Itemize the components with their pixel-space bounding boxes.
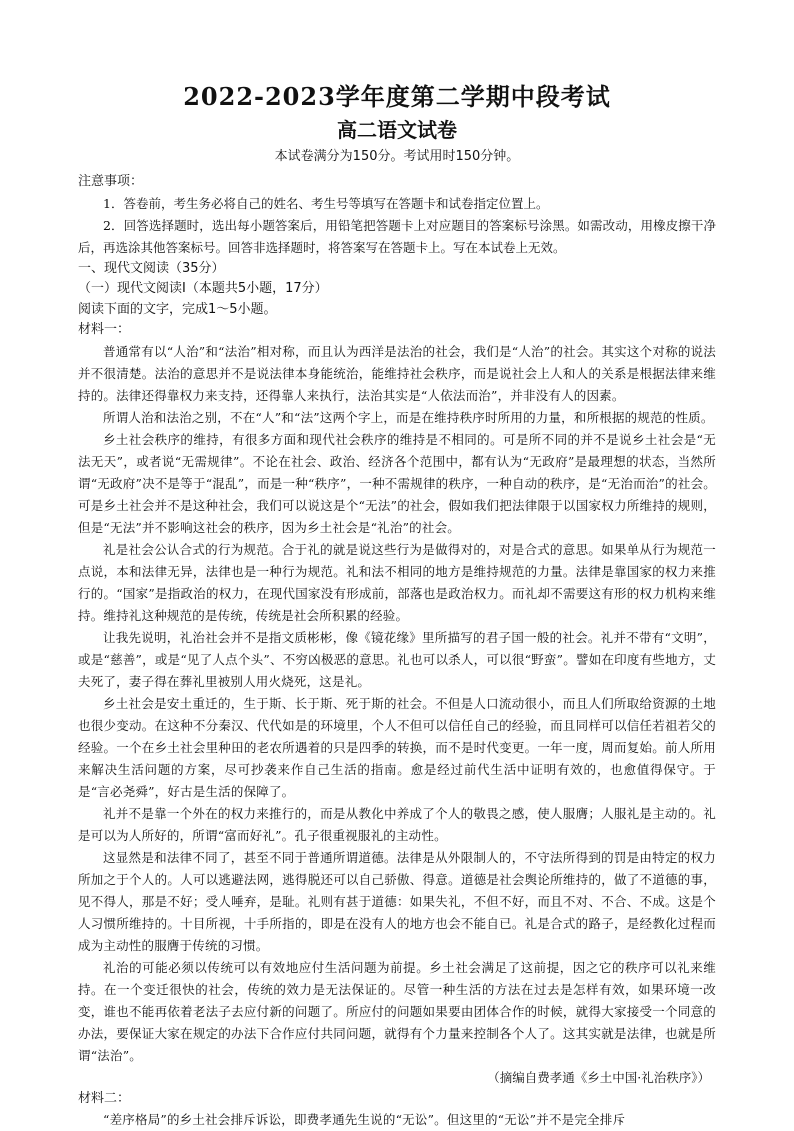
- material1-paragraph: 礼并不是靠一个外在的权力来推行的，而是从教化中养成了个人的敬畏之感，使人服膺；人服礼是主动的。礼是可以为人所好的，所谓“富而好礼”。孔子很重视服礼的主动性。: [78, 805, 716, 843]
- material1-paragraph: 普通常有以“人治”和“法治”相对称，而且认为西洋是法治的社会，我们是“人治”的社会。其实这个对称的说法并不很清楚。法治的意思并不是说法律本身能统治，能维持社会秩序，而是说社会上人和人的关系是根据法律来维持的。法律还得靠权力来支持，还得靠人来执行，法治其实是“人依法而治”，并非没有人的因素。: [78, 343, 716, 403]
- section-heading: 一、现代文阅读（35分）: [78, 260, 225, 276]
- material2-label: 材料二：: [78, 1090, 131, 1106]
- material1-paragraph: 乡土社会秩序的维持，有很多方面和现代社会秩序的维持是不相同的。可是所不同的并不是说乡土社会是“无法无天”，或者说“无需规律”。不论在社会、政治、经济各个范围中，都有认为“无政府”是最理想的状态，当然所谓“无政府”决不是等于“混乱”，而是一种“秩序”，一种不需规律的秩序，一种自动的秩序，是“无治而治”的社会。可是乡土社会并不是这种社会，我们可以说这是个“无法”的社会，假如我们把法律限于以国家权力所维持的规则，但是“无法”并不影响这社会的秩序，因为乡土社会是“礼治”的社会。: [78, 431, 716, 535]
- material2-first-line: “差序格局”的乡土社会排斥诉讼，即费孝通先生说的“无讼”。但这里的“无讼”并不是完全排斥: [103, 1112, 626, 1127]
- exam-subtitle: 高二语文试卷: [337, 118, 457, 142]
- notice-item-2: 2．回答选择题时，选出每小题答案后，用铅笔把答题卡上对应题目的答案标号涂黑。如需改动，用橡皮擦干净后，再选涂其他答案标号。回答非选择题时，将答案写在答题卡上。写在本试卷上无效。: [78, 217, 716, 255]
- reading-instruction: 阅读下面的文字，完成1～5小题。: [78, 301, 277, 317]
- material1-paragraph: 所谓人治和法治之别，不在“人”和“法”这两个字上，而是在维持秩序时所用的力量，和所根据的规范的性质。: [103, 409, 714, 425]
- notices-heading: 注意事项：: [78, 174, 144, 189]
- notice-item-1: 1．答卷前，考生务必将自己的姓名、考生号等填写在答题卡和试卷指定位置上。: [103, 195, 549, 211]
- material1-paragraph: 礼治的可能必须以传统可以有效地应付生活问题为前提。乡土社会满足了这前提，因之它的秩序可以礼来维持。在一个变迁很快的社会，传统的效力是无法保证的。尽管一种生活的方法在过去是怎样有效，如果环境一改变，谁也不能再依着老法子去应付新的问题了。所应付的问题如果要由团体合作的时候，就得大家接受一个同意的办法，要保证大家在规定的办法下合作应付共同问题，就得有个力量来控制各个人了。这其实就是法律，也就是所谓“法治”。: [78, 959, 716, 1063]
- exam-info: 本试卷满分为150分。考试用时150分钟。: [274, 149, 520, 164]
- material1-source: （摘编自费孝通《乡土中国·礼治秩序》）: [487, 1069, 710, 1085]
- section-sub-heading: （一）现代文阅读Ⅰ（本题共5小题，17分）: [78, 281, 328, 296]
- material1-paragraph: 这显然是和法律不同了，甚至不同于普通所谓道德。法律是从外限制人的，不守法所得到的罚是由特定的权力所加之于个人的。人可以逃避法网，逃得脱还可以自己骄傲、得意。道德是社会舆论所维持的，做了不道德的事，见不得人，那是不好；受人唾弃，是耻。礼则有甚于道德：如果失礼，不但不好，而且不对、不合、不成。这是个人习惯所维持的。十目所视，十手所指的，即是在没有人的地方也会不能自已。礼是合式的路子，是经教化过程而成为主动性的服膺于传统的习惯。: [78, 849, 716, 953]
- material1-label: 材料一：: [78, 322, 131, 337]
- exam-title: 2022-2023学年度第二学期中段考试: [183, 82, 611, 111]
- material1-paragraph: 乡土社会是安土重迁的，生于斯、长于斯、死于斯的社会。不但是人口流动很小，而且人们所取给资源的土地也很少变动。在这种不分秦汉、代代如是的环境里，个人不但可以信任自己的经验，而且同样可以信任若祖若父的经验。一个在乡土社会里种田的老农所遇着的只是四季的转换，而不是时代变更。一年一度，周而复始。前人所用来解决生活问题的方案，尽可抄袭来作自己生活的指南。愈是经过前代生活中证明有效的，也愈值得保守。于是“言必尧舜”，好古是生活的保障了。: [78, 695, 716, 799]
- material1-paragraph: 礼是社会公认合式的行为规范。合于礼的就是说这些行为是做得对的，对是合式的意思。如果单从行为规范一点说，本和法律无异，法律也是一种行为规范。礼和法不相同的地方是维持规范的力量。法律是靠国家的权力来推行的。“国家”是指政治的权力，在现代国家没有形成前，部落也是政治权力。而礼却不需要这有形的权力机构来维持。维持礼这种规范的是传统，传统是社会所积累的经验。: [78, 541, 716, 623]
- material1-paragraph: 让我先说明，礼治社会并不是指文质彬彬，像《镜花缘》里所描写的君子国一般的社会。礼并不带有“文明”，或是“慈善”，或是“见了人点个头”、不穷凶极恶的意思。礼也可以杀人，可以很“野蛮”。譬如在印度有些地方，丈夫死了，妻子得在葬礼里被别人用火烧死，这是礼。: [78, 629, 716, 689]
